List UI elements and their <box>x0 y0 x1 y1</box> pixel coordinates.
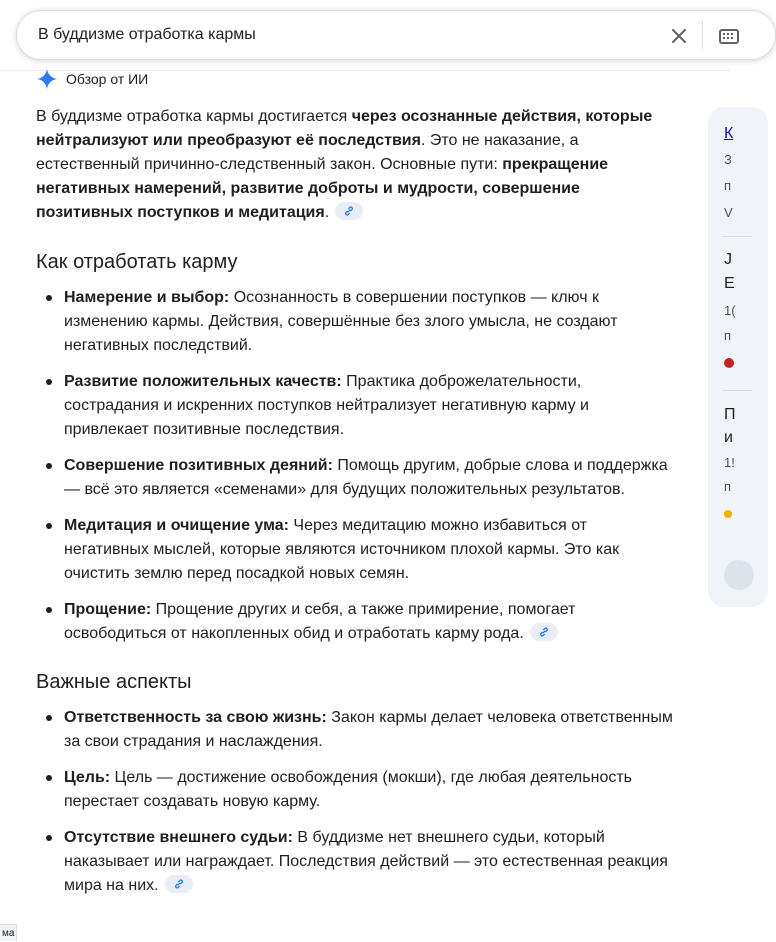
keyboard-icon[interactable] <box>717 24 741 48</box>
source-snippet: п <box>724 178 732 193</box>
link-icon[interactable] <box>165 875 193 893</box>
list-item <box>36 454 676 502</box>
search-divider <box>702 21 703 49</box>
item-title: Намерение и выбор: <box>64 289 230 306</box>
source-snippet: 1( <box>724 303 736 318</box>
source-snippet: 1! <box>724 455 735 470</box>
link-icon[interactable] <box>335 202 363 220</box>
list-item <box>36 706 676 754</box>
ai-overview-header <box>36 68 148 90</box>
list-item <box>36 766 676 814</box>
sources-panel[interactable] <box>708 107 768 607</box>
intro-part: . Это не наказание, а естественный причинно-следственный закон. Основные пути: <box>36 132 579 173</box>
list-item <box>36 286 676 358</box>
list-item <box>36 598 676 646</box>
intro-paragraph <box>36 105 676 225</box>
source-snippet: З <box>724 152 732 167</box>
ai-overview-label: Обзор от ИИ <box>66 71 149 87</box>
link-icon[interactable] <box>530 623 558 641</box>
item-text: Цель — достижение освобождения (мокши), где любая деятельность перестает создавать новую карму. <box>64 769 632 810</box>
item-text: В буддизме нет внешнего судьи, который наказывает или награждает. Последствия действий — это естественная реакция мира на них. <box>64 829 668 894</box>
source-divider <box>722 390 752 391</box>
section-heading-how: Как отработать карму <box>36 251 238 273</box>
item-text: Практика доброжелательности, сострадания и искренних поступков нейтрализует негативную карму и привлекает позитивные последствия. <box>64 373 589 438</box>
search-input[interactable]: В буддизме отработка кармы <box>38 26 256 43</box>
item-text: Помощь другим, добрые слова и поддержка — всё это является «семенами» для будущих положительных результатов. <box>64 457 668 498</box>
intro-part-bold: через осознанные действия, которые нейтрализуют или преобразуют её последствия <box>36 108 653 149</box>
item-title: Ответственность за свою жизнь: <box>64 709 327 726</box>
intro-part: . <box>324 204 330 221</box>
list-item <box>36 826 676 898</box>
status-tooltip: ма <box>0 924 17 941</box>
item-title: Прощение: <box>64 601 152 618</box>
source-title[interactable]: П <box>724 406 736 423</box>
source-divider <box>722 236 752 237</box>
intro-part: В буддизме отработка кармы достигается <box>36 108 352 125</box>
item-text: Закон кармы делает человека ответственным за свои страдания и наслаждения. <box>64 709 673 750</box>
item-title: Развитие положительных качеств: <box>64 373 342 390</box>
item-title: Медитация и очищение ума: <box>64 517 289 534</box>
how-list <box>36 286 676 646</box>
list-item <box>36 514 676 586</box>
sparkle-icon <box>36 68 58 90</box>
item-text: Через медитацию можно избавиться от негативных мыслей, которые являются источником плохой кармы. Это как очистить землю перед посадкой новых семян. <box>64 517 620 582</box>
item-text: Осознанность в совершении поступков — ключ к изменению кармы. Действия, совершённые без злого умысла, не создают негативных последствий. <box>64 289 618 354</box>
list-item <box>36 370 676 442</box>
source-title[interactable]: E <box>724 275 735 292</box>
item-title: Отсутствие внешнего судьи: <box>64 829 293 846</box>
source-favicon-icon <box>724 510 732 518</box>
ai-overview-content <box>36 105 676 910</box>
panel-more-button[interactable] <box>724 560 754 590</box>
close-icon[interactable] <box>667 24 691 48</box>
item-title: Совершение позитивных деяний: <box>64 457 333 474</box>
source-snippet: п <box>724 479 732 494</box>
source-favicon-icon <box>724 358 734 368</box>
item-title: Цель: <box>64 769 111 786</box>
item-text: Прощение других и себя, а также примирение, помогает освободиться от накопленных обид и отработать карму рода. <box>64 601 576 642</box>
source-favicon-label: V <box>724 205 733 220</box>
aspects-list <box>36 706 676 898</box>
source-snippet: п <box>724 328 732 343</box>
source-title-link[interactable]: К <box>724 125 734 142</box>
source-title[interactable]: и <box>724 429 733 446</box>
intro-part-bold: прекращение негативных намерений, развитие доброты и мудрости, совершение позитивных поступков и медитация <box>36 156 609 221</box>
source-title[interactable]: J <box>724 251 732 268</box>
search-bar[interactable] <box>16 10 776 60</box>
section-heading-aspects: Важные аспекты <box>36 671 192 693</box>
